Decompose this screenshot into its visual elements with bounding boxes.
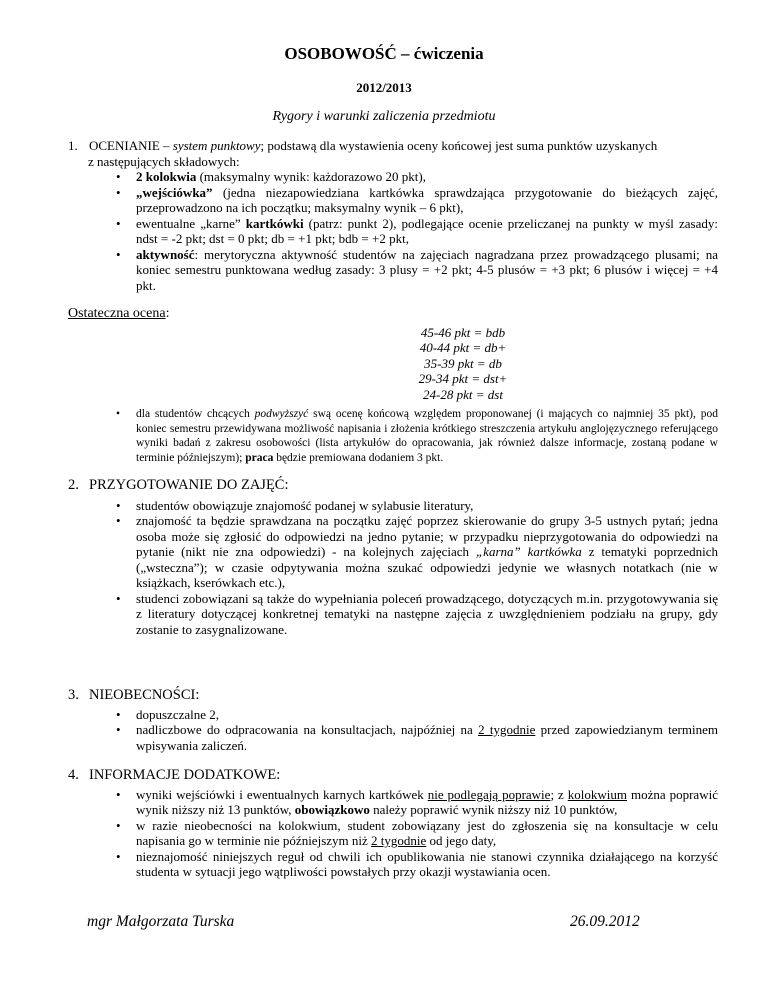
list-item: • nieznajomość niniejszych reguł od chwili ich opublikowania nie stanowi czynnika działającego na korzyść studenta w sytuacji jego wątpliwości powstałych przy okazji wystawiania ocen.	[116, 848, 718, 879]
section-4-heading: 4. INFORMACJE DODATKOWE:	[68, 767, 281, 783]
grade-row: 24-28 pkt = dst	[423, 386, 503, 402]
section-1-intro-continued: z następujących składowych:	[88, 153, 240, 169]
grading-components-list	[68, 169, 718, 293]
grade-row: 45-46 pkt = bdb	[420, 324, 506, 340]
document-title: OSOBOWOŚĆ – ćwiczenia	[284, 44, 484, 63]
list-item: • 2 kolokwia (maksymalny wynik: każdorazowo 20 pkt),	[116, 169, 426, 184]
section-number: 1.	[68, 138, 78, 153]
list-item: • dla studentów chcących podwyższyć swą ocenę końcową względem proponowanej (i mających co najmniej 35 pkt), pod koniec semestru przewidywana możliwość napisania i złożenia krótkiego streszczenia artykułu anglojęzycznego referującego wyniki badań z zakresu osobowości (lista artykułów do opracowania, jak również dalsze informacje, zostaną podane w terminie późniejszym); praca będzie premiowana dodaniem 3 pkt.	[116, 408, 718, 464]
grade-row: 35-39 pkt = db	[424, 355, 502, 371]
grade-row: 40-44 pkt = db+	[419, 340, 507, 355]
list-item: • studenci zobowiązani są także do wypełniania poleceń prowadzącego, dotyczących m.in. przygotowywania się z literatury dotyczącej konkretnej tematyki na następne zajęcia z uwzględnieniem podziału na grupy, gdy zostanie to zasygnalizowane.	[116, 590, 718, 637]
document-subtitle: Rygory i warunki zaliczenia przedmiotu	[272, 109, 496, 124]
list-item: • nadliczbowe do odpracowania na konsultacjach, najpóźniej na 2 tygodnie przed zapowiedzianym terminem wpisywania zaliczeń.	[116, 722, 718, 753]
section-additional-info	[68, 768, 718, 880]
list-item: • „wejściówka” (jedna niezapowiedziana kartkówka sprawdzająca przygotowanie do bieżących zajęć, przeprowadzono na ich początku; maksymalny wynik – 6 pkt),	[116, 184, 718, 215]
grade-scale	[208, 325, 718, 403]
list-item: • w razie nieobecności na kolokwium, student zobowiązany jest do zgłoszenia się na konsultacje w celu napisania go w terminie nie późniejszym niż 2 tygodnie od jego daty,	[116, 817, 718, 848]
list-item: • dopuszczalne 2,	[116, 706, 220, 722]
list-item: • studentów obowiązuje znajomość podanej w sylabusie literatury,	[116, 497, 474, 513]
list-item: • znajomość ta będzie sprawdzana na początku zajęć poprzez skierowanie do grupy 3-5 ustnych pytań; jedna osoba może się zgłosić do odpowiedzi na jedno pytanie; w przypadku nieprzygotowania do odpowiedzi na pytanie (nikt nie zna odpowiedzi) - na kolejnych zajęciach „karna” kartkówka z tematyki poprzednich („wsteczna”); w czasie odpytywania można szukać odpowiedzi jedynie we własnych notatkach (nie w książkach, kserówkach etc.),	[116, 513, 718, 590]
final-grade-block: Ostateczna ocena: 45-46 pkt = bdb 40-44 pkt = db+ 35-39 pkt = db 29-34 pkt = dst+ 24-28 pkt = dst	[68, 306, 718, 402]
document-date: 26.09.2012	[570, 913, 640, 930]
section-grading	[68, 138, 718, 293]
section-1-heading: 1. OCENIANIE – system punktowy; podstawą dla wystawienia oceny końcowej jest suma punktów uzyskanych	[68, 138, 658, 153]
section-absences	[68, 688, 718, 753]
section-2-heading: 2. PRZYGOTOWANIE DO ZAJĘĆ:	[68, 477, 289, 493]
author-signature: mgr Małgorzata Turska	[87, 913, 235, 930]
bonus-note	[68, 407, 718, 465]
list-item: • ewentualne „karne” kartkówki (patrz: punkt 2), podlegające ocenie przeliczanej na punkty w myśl zasady: ndst = -2 pkt; dst = 0 pkt; db = +1 pkt; bdb = +2 pkt,	[116, 215, 718, 246]
list-item: • wyniki wejściówki i ewentualnych karnych kartkówek nie podlegają poprawie; z kolokwium można poprawić wynik niższy niż 13 punktów, obowiązkowo należy poprawić wynik niższy niż 10 punktów,	[116, 786, 718, 817]
final-grade-label: Ostateczna ocena	[68, 306, 166, 321]
section-3-heading: 3. NIEOBECNOŚCI:	[68, 687, 200, 703]
section-preparation	[68, 478, 718, 637]
grade-row: 29-34 pkt = dst+	[418, 371, 508, 386]
academic-year: 2012/2013	[356, 80, 412, 95]
list-item: • aktywność: merytoryczna aktywność studentów na zajęciach nagradzana przez prowadzącego plusami; na koniec semestru punktowana według zasady: 3 plusy = +2 pkt; 4-5 plusów = +3 pkt; 6 plusów i więcej = +4 pkt.	[116, 246, 718, 293]
